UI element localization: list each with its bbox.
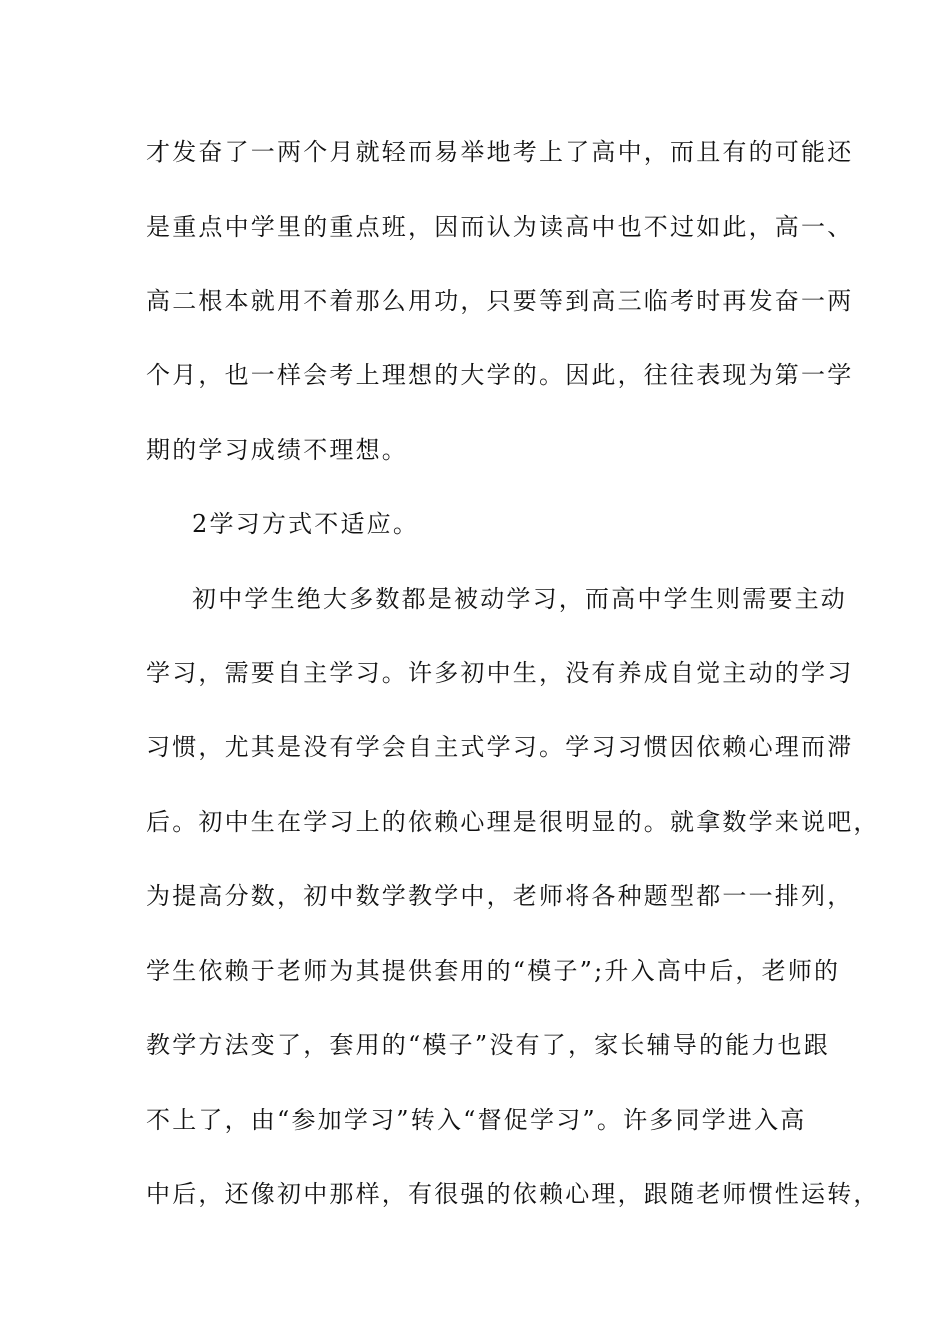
text-line-4: 个月，也一样会考上理想的大学的。因此，往往表现为第一学 bbox=[146, 361, 854, 389]
text-line-1: 才发奋了一两个月就轻而易举地考上了高中，而且有的可能还 bbox=[146, 138, 854, 166]
text-line-10: 后。初中生在学习上的依赖心理是很明显的。就拿数学来说吧， bbox=[146, 808, 880, 836]
text-line-3: 高二根本就用不着那么用功，只要等到高三临考时再发奋一两 bbox=[146, 287, 854, 315]
text-line-13: 教学方法变了，套用的“模子”没有了，家长辅导的能力也跟 bbox=[146, 1031, 830, 1059]
text-line-11: 为提高分数，初中数学教学中，老师将各种题型都一一排列， bbox=[146, 882, 854, 910]
text-line-9: 习惯，尤其是没有学会自主式学习。学习习惯因依赖心理而滞 bbox=[146, 733, 854, 761]
text-line-8: 学习，需要自主学习。许多初中生，没有养成自觉主动的学习 bbox=[146, 659, 854, 687]
text-line-14: 不上了，由“参加学习”转入“督促学习”。许多同学进入高 bbox=[146, 1106, 807, 1134]
text-line-2: 是重点中学里的重点班，因而认为读高中也不过如此，高一、 bbox=[146, 213, 854, 241]
text-line-7: 初中学生绝大多数都是被动学习，而高中学生则需要主动 bbox=[192, 585, 847, 613]
text-line-5: 期的学习成绩不理想。 bbox=[146, 436, 408, 464]
section-heading: 2学习方式不适应。 bbox=[192, 510, 420, 538]
text-line-12: 学生依赖于老师为其提供套用的“模子”;升入高中后，老师的 bbox=[146, 957, 841, 985]
text-line-15: 中后，还像初中那样，有很强的依赖心理，跟随老师惯性运转， bbox=[146, 1180, 880, 1208]
